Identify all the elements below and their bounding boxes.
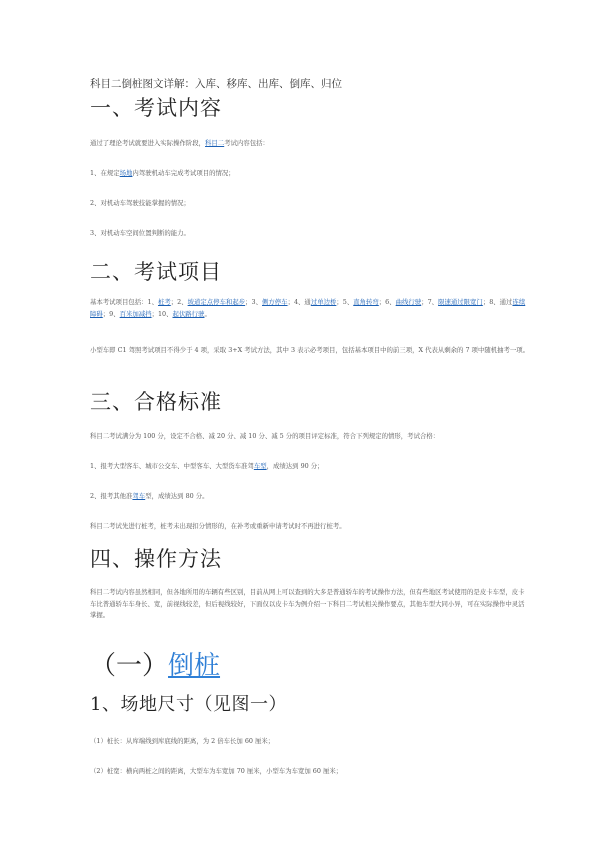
text-span: ，成绩达到 90 分； xyxy=(266,462,324,470)
s3-note: 科目二考试先进行桩考，桩考未出现扣分情形的，在补考或重新申请考试时不再进行桩考。 xyxy=(90,522,346,530)
text-span: ；10、 xyxy=(151,309,173,318)
link-zhuangkao[interactable]: 桩考 xyxy=(157,298,171,306)
text-span: ；2、 xyxy=(170,298,188,306)
text-span: 内驾驶机动车完成考试项目的情况； xyxy=(132,169,235,177)
text-span: 型，成绩达到 80 分。 xyxy=(145,492,209,500)
text-span: 通过了理论考试就要进入实际操作阶段， xyxy=(90,139,206,147)
text-span: 1、报考大型客车、城市公交车、中型客车、大型货车准驾 xyxy=(90,462,254,470)
s3-item1 xyxy=(90,461,530,473)
text-span: ；4、通 xyxy=(287,298,311,306)
text-span: （一） xyxy=(90,651,169,681)
text-span: 1、在规定 xyxy=(90,169,120,177)
field-item2: （2）桩宽：横向两桩之间的距离，大型车为车宽加 70 厘米，小型车为车宽加 60 厘米； xyxy=(90,767,343,775)
link-zhijiao[interactable]: 直角转弯 xyxy=(353,298,379,306)
s2-items-line xyxy=(90,297,530,320)
s1-item1 xyxy=(90,168,530,180)
s1-item2: 2、对机动车驾驶技能掌握的情况； xyxy=(90,199,190,207)
s4-para: 科目二考试内容虽然相同，但各地所用的车辆有些区别，目前从网上可以查到的大多是普通轿车的考试操作方法，但有些地区考试使用的是皮卡车型，皮卡车比普通轿车车身长、宽，前视线较差，但后视线较好，下面仅以皮卡车为例介绍一下科目二考试相关操作要点，其他车型大同小异，可在实际操作中灵活掌握。 xyxy=(90,588,525,619)
link-podao[interactable]: 坡道定点停车和起步 xyxy=(187,298,246,306)
text-span: ；6、 xyxy=(378,298,396,306)
part-heading-daozhuang xyxy=(90,645,530,682)
field-size-heading: 1、场地尺寸（见图一） xyxy=(90,694,287,715)
text-span: ；5、 xyxy=(336,298,354,306)
section-heading-exam-items: 二、考试项目 xyxy=(90,260,222,284)
text-span: 2、报考其他准 xyxy=(90,492,133,500)
s1-intro xyxy=(90,138,530,150)
s1-item3: 3、对机动车空间位置判断的能力。 xyxy=(90,229,190,237)
section-heading-operation: 四、操作方法 xyxy=(90,547,222,571)
link-danbianqiao[interactable]: 过单边桥 xyxy=(310,298,337,306)
text-span: 基本考试项目包括：1、 xyxy=(90,298,158,306)
doc-title: 科目二倒桩图文详解：入库、移库、出库、倒库、归位 xyxy=(90,78,342,90)
text-span: ；9、 xyxy=(102,309,120,318)
link-lianxu[interactable]: 连续障碍 xyxy=(90,298,526,318)
link-daozhuang[interactable]: 倒桩 xyxy=(168,651,221,681)
link-chexing[interactable]: 车型 xyxy=(253,462,267,470)
text-span: ；8、通过 xyxy=(482,298,513,306)
text-span: ；7、 xyxy=(421,298,439,306)
section-heading-pass-standard: 三、合格标准 xyxy=(90,390,222,414)
link-baimi[interactable]: 百米加减挡 xyxy=(119,309,152,318)
link-quxian[interactable]: 曲线行驶 xyxy=(395,298,422,306)
link-changdi[interactable]: 场地 xyxy=(119,169,133,177)
s2-note: 小型车即 C1 驾照考试项目不得少于 4 项，采取 3+X 考试方法，其中 3 表示必考项目，包括基本项目中的前三项，X 代表从剩余的 7 项中随机抽考一项。 xyxy=(90,346,530,354)
text-span: ；3、 xyxy=(245,298,262,306)
field-item1: （1）桩长：从库端线到库底线的距离，为 2 倍车长加 60 厘米； xyxy=(90,737,275,745)
link-cefang[interactable]: 侧方停车 xyxy=(262,298,288,306)
link-kemu2[interactable]: 科目二 xyxy=(205,139,225,147)
link-qifu[interactable]: 起伏路行驶 xyxy=(172,309,205,318)
s3-item2 xyxy=(90,491,530,503)
section-heading-exam-content: 一、考试内容 xyxy=(90,96,222,120)
link-jiache[interactable]: 驾车 xyxy=(132,492,146,500)
text-span: 。 xyxy=(204,309,211,318)
link-xiansu[interactable]: 限速通过限宽门 xyxy=(438,298,483,306)
text-span: 考试内容包括： xyxy=(224,139,269,147)
s3-intro: 科目二考试满分为 100 分，设定不合格、减 20 分、减 10 分、减 5 分的项目评定标准，符合下列规定的情形，考试合格： xyxy=(90,432,440,440)
